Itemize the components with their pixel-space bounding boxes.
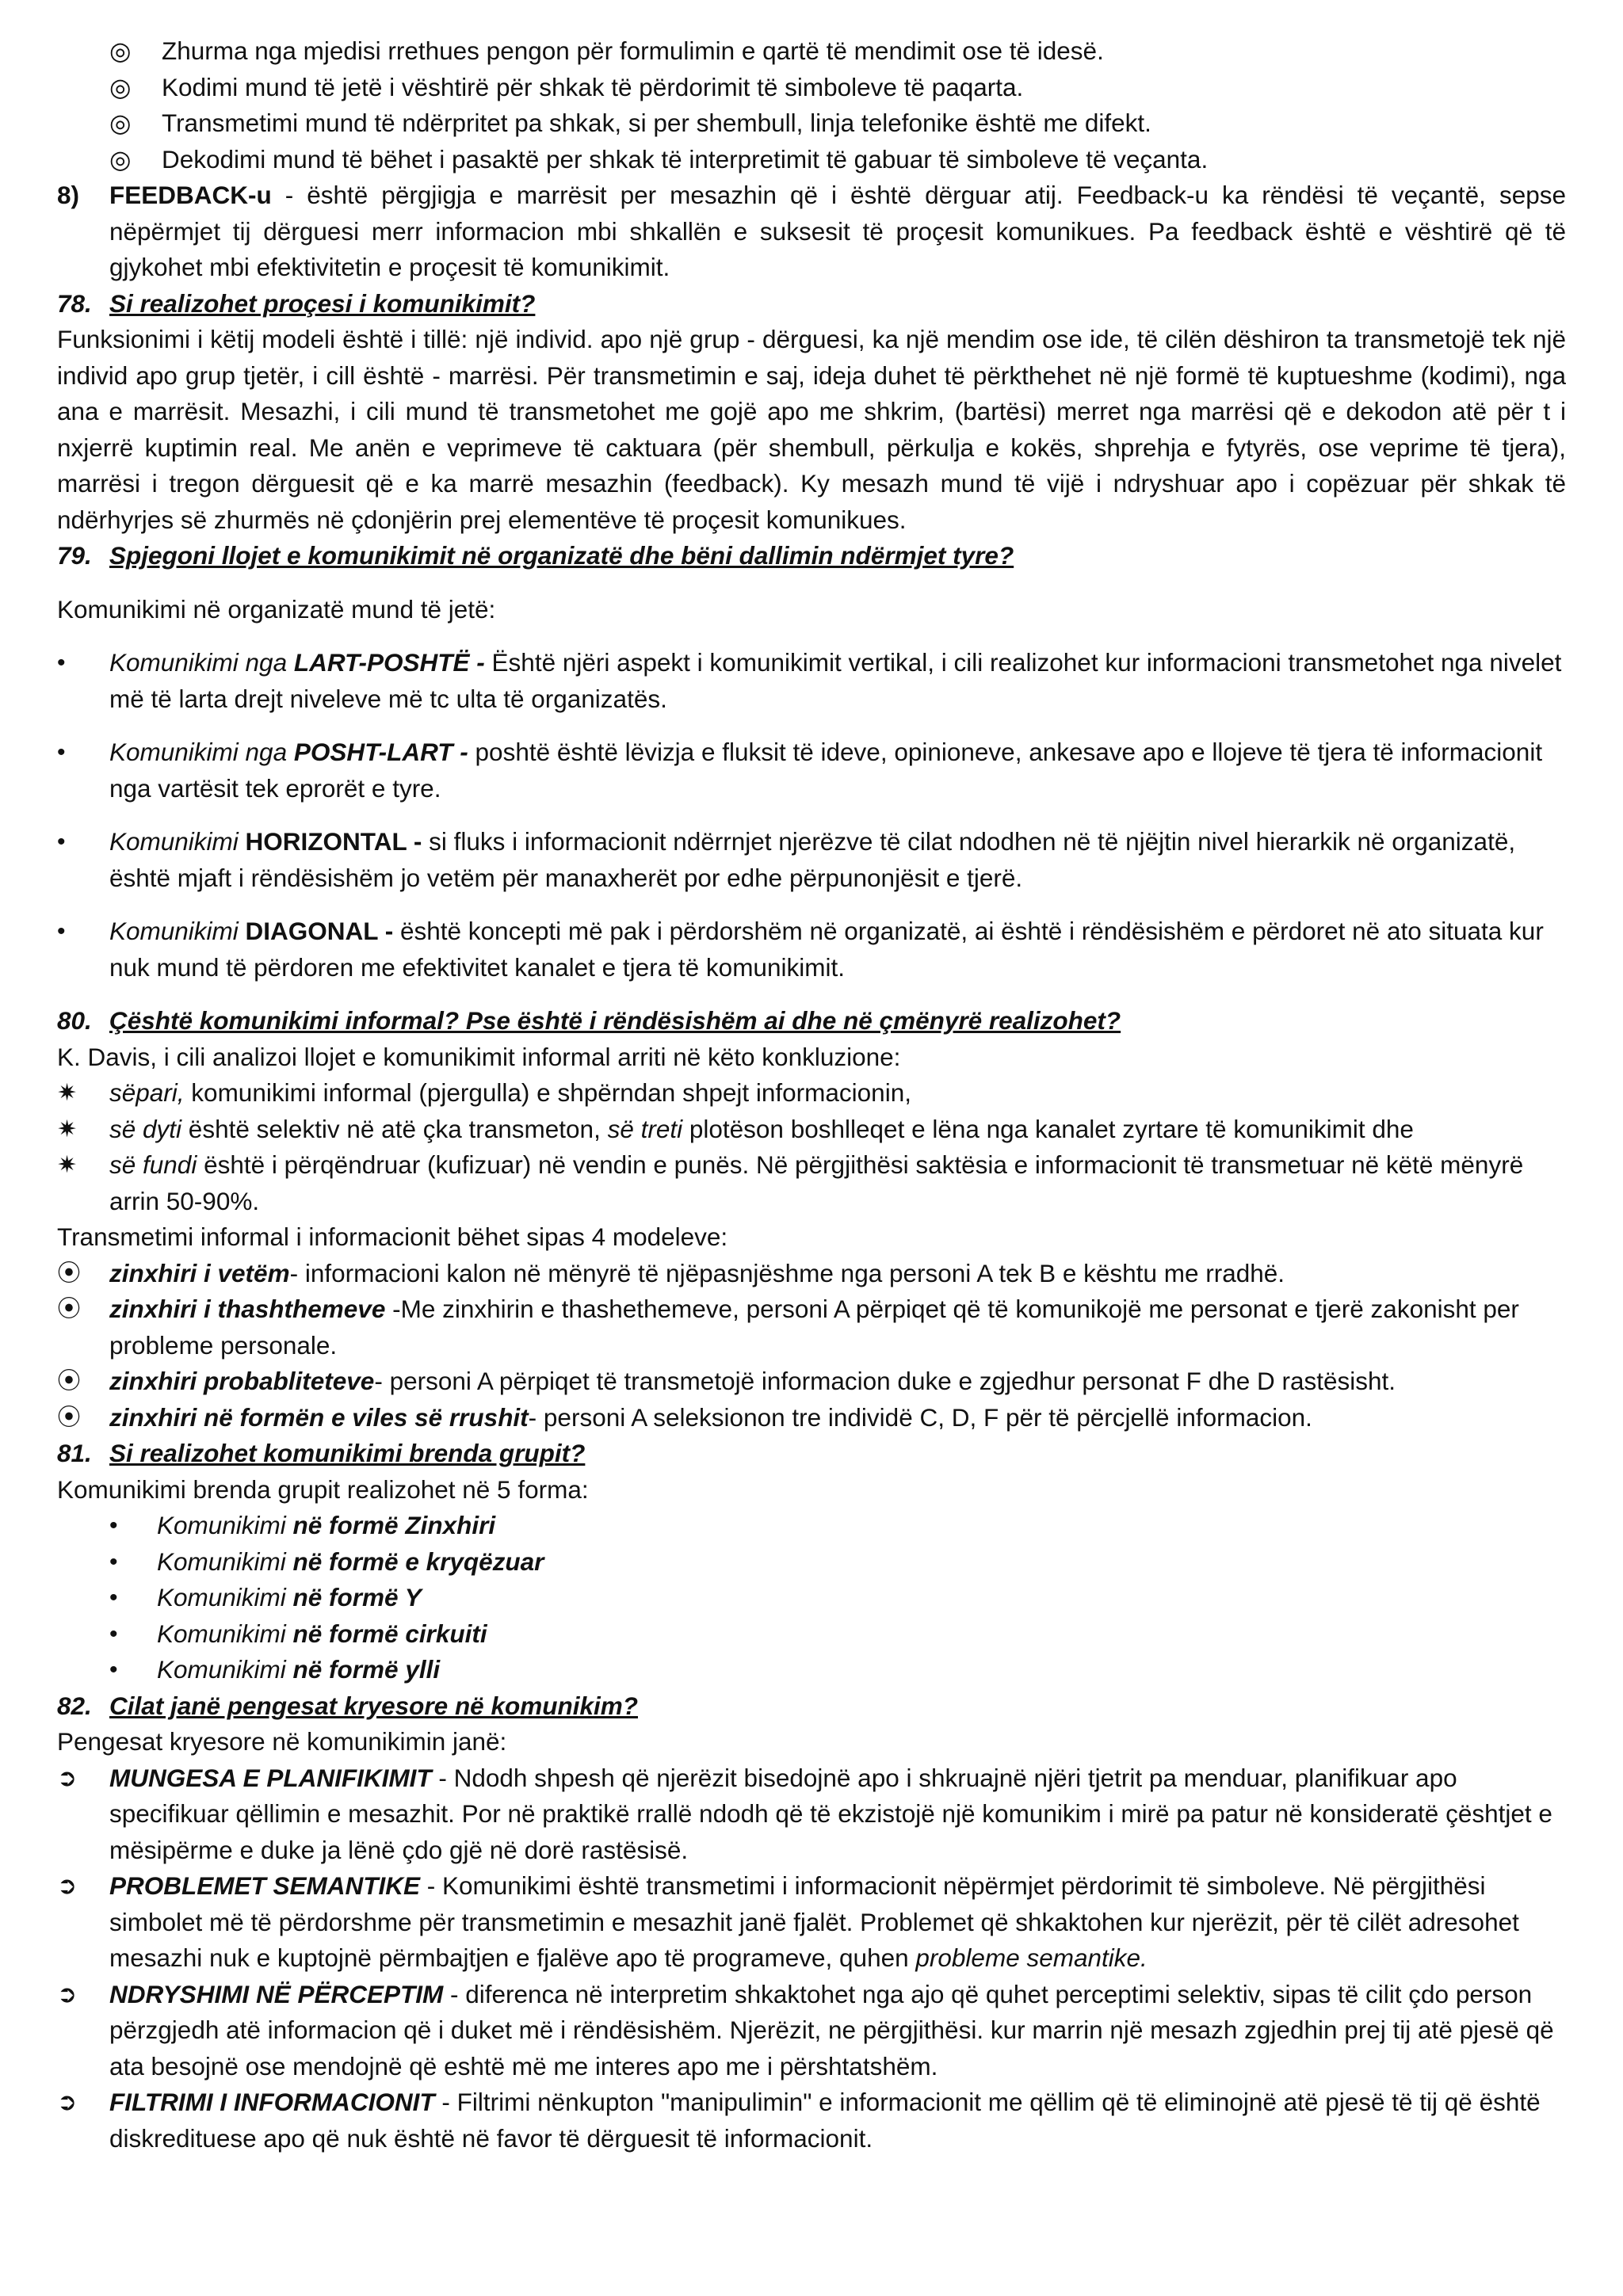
bullet-icon: • [109,1512,118,1539]
list-item: ✷ sëpari, komunikimi informal (pjergulla) e shpërndan shpejt informacionin, [57,1075,1566,1112]
list-item: • Komunikimi nga POSHT-LART - poshtë është lëvizja e fluksit të ideve, opinioneve, ankesave apo e llojeve të tjera të informacionit nga vartësit tek eprorët e tyre. [57,734,1566,807]
list-item: ◎ Kodimi mund të jetë i vështirë për shkak të përdorimit të simboleve të paqarta. [57,70,1566,106]
question-title: Çështë komunikimi informal? Pse është i rëndësishëm ai dhe në çmënyrë realizohet? [109,1006,1121,1035]
arrow-icon: ➲ [57,1873,78,1899]
list-item: ✷ së fundi është i përqëndruar (kufizuar) në vendin e punës. Në përgjithësi saktësia e informacionit të transmetuar në këtë mënyrë arrin 50-90%. [57,1147,1566,1219]
question-title: Cilat janë pengesat kryesore në komunikim? [109,1691,638,1720]
models-intro: Transmetimi informal i informacionit bëhet sipas 4 modeleve: [57,1222,728,1251]
bullet-icon: • [57,650,66,676]
bullet-icon: • [57,739,66,765]
list-item: ◎ Zhurma nga mjedisi rrethues pengon për formulimin e qartë të mendimit ose të idesë. [57,33,1566,70]
list-item: • Komunikimi DIAGONAL - është koncepti më pak i përdorshëm në organizatë, ai është i rëndësishëm e përdoret në ato situata kur nuk mund të përdoren me efektivitet kanalet e tjera të komunikimit. [57,913,1566,986]
target-icon: ◎ [109,36,132,65]
list-item: ⦿ zinxhiri probabliteteve- personi A përpiqet të transmetojë informacion duke e zgjedhur personat F dhe D rastësisht. [57,1363,1566,1400]
star-icon: ✷ [57,1080,78,1106]
bullet-icon: • [109,1585,118,1611]
question-heading: 79. Spjegoni llojet e komunikimit në organizatë dhe bëni dallimin ndërmjet tyre? [57,538,1566,574]
circle-dot-icon: ⦿ [57,1404,81,1431]
answer-intro: Pengesat kryesore në komunikimin janë: [57,1727,507,1756]
question-title: Spjegoni llojet e komunikimit në organizatë dhe bëni dallimin ndërmjet tyre? [109,541,1014,570]
circle-dot-icon: ⦿ [57,1260,81,1287]
feedback-paragraph: 8) FEEDBACK-u - është përgjigja e marrësit per mesazhin që i është dërguar atij. Feedback-u ka rëndësi të veçantë, sepse nëpërmjet tij dërguesi merr informacion mbi shkallën e suksesit të proçesit komunikues. Pa feedback është e vështirë që të gjykohet mbi efektivitetin e proçesit të komunikimit. [57,177,1566,286]
target-icon: ◎ [109,144,132,174]
arrow-icon: ➲ [57,2089,78,2115]
list-item: • Komunikimi HORIZONTAL - si fluks i informacionit ndërrnjet njerëzve të cilat ndodhen në të njëjtin nivel hierarkik në organizatë, është mjaft i rëndësishëm jo vetëm për manaxherët por edhe përpunonjësit e tjerë. [57,824,1566,896]
circle-dot-icon: ⦿ [57,1296,81,1322]
document-page [57,33,1566,2157]
question-heading: 78. Si realizohet proçesi i komunikimit? [57,286,1566,322]
item-number: 8) [57,181,80,209]
question-heading: 80. Çështë komunikimi informal? Pse është i rëndësishëm ai dhe në çmënyrë realizohet? [57,1003,1566,1039]
list-item: ➲ NDRYSHIMI NË PËRCEPTIM - diferenca në interpretim shkaktohet nga ajo që quhet perceptimi selektiv, sipas të cilit çdo person përzgjedh atë informacion që i duket më i rëndësishëm. Njerëzit, ne përgjithësi. kur marrin një mesazh zgjedhin prej tij atë pjesë që ata besojnë ose mendojnë që eshtë më me interes apo me i përshtatshëm. [57,1977,1566,2085]
list-item: ⦿ zinxhiri në formën e viles së rrushit- personi A seleksionon tre individë C, D, F për të përcjellë informacion. [57,1400,1566,1436]
target-icon: ◎ [109,72,132,101]
feedback-term: FEEDBACK-u [109,181,272,209]
answer-intro: Komunikimi në organizatë mund të jetë: [57,594,496,624]
list-item: ➲ PROBLEMET SEMANTIKE - Komunikimi është transmetimi i informacionit nëpërmjet përdorimit të simboleve. Në përgjithësi simbolet më të përdorshme për transmetimin e mesazhit janë fjalët. Problemet që shkaktohen kur njerëzit, për të cilët adresohet mesazhi nuk e kuptojnë përmbajtjen e fjalëve apo të programeve, quhen probleme semantike. [57,1868,1566,1977]
list-item: ✷ së dyti është selektiv në atë çka transmeton, së treti plotëson boshlleqet e lëna nga kanalet zyrtare të komunikimit dhe [57,1112,1566,1148]
list-item: • Komunikimi në formë ylli [57,1652,1566,1688]
circle-dot-icon: ⦿ [57,1368,81,1394]
list-item: ◎ Dekodimi mund të bëhet i pasaktë per shkak të interpretimit të gabuar të simboleve të veçanta. [57,142,1566,178]
list-item: • Komunikimi në formë Zinxhiri [57,1508,1566,1544]
list-item: ⦿ zinxhiri i vetëm- informacioni kalon në mënyrë të njëpasnjëshme nga personi A tek B e kështu me rradhë. [57,1256,1566,1292]
arrow-icon: ➲ [57,1981,78,2008]
target-icon: ◎ [109,109,132,137]
forms-list [57,1508,1566,1688]
bullet-icon: • [57,829,66,855]
bullet-icon: • [109,1548,118,1575]
bullet-icon: • [109,1657,118,1683]
top-list [57,33,1566,177]
list-item: ⦿ zinxhiri i thashthemeve -Me zinxhirin e thashethemeve, personi A përpiqet që të komunikojë me personat e tjerë zakonisht per probleme personale. [57,1291,1566,1363]
list-item: ➲ FILTRIMI I INFORMACIONIT - Filtrimi nënkupton "manipulimin" e informacionit me qëllim që të eliminojnë atë pjesë të tij që është diskredituese apo që nuk është në favor të dërguesit të informacionit. [57,2084,1566,2157]
answer-intro: Komunikimi brenda grupit realizohet në 5 forma: [57,1474,589,1504]
question-heading: 82. Cilat janë pengesat kryesore në komunikim? [57,1688,1566,1725]
list-item: • Komunikimi në formë Y [57,1580,1566,1616]
question-title: Si realizohet komunikimi brenda grupit? [109,1439,586,1467]
bullet-icon: • [57,918,66,944]
bullet-icon: • [109,1620,118,1647]
answer-intro: K. Davis, i cili analizoi llojet e komunikimit informal arriti në këto konkluzione: [57,1042,901,1071]
star-icon: ✷ [57,1152,78,1178]
list-item: • Komunikimi në formë cirkuiti [57,1616,1566,1653]
answer-paragraph: Funksionimi i këtij modeli është i tillë: një individ. apo një grup - dërguesi, ka një mendim ose ide, të cilën dëshiron ta transmetojë tek një individ apo grup tjetër, i cill është - marrësi. Për transmetimin e saj, ideja duhet të përkthehet në një formë të kuptueshme (kodimi), nga ana e marrësit. Mesazhi, i cili mund të transmetohet me gojë apo me shkrim, (bartësi) merret nga marrësi që e dekodon atë për t i nxjerrë kuptimin real. Me anën e veprimeve të caktuara (për shembull, përkulja e kokës, shprehja e fytyrës, ose veprime të tjera), marrësi i tregon dërguesit që e ka marrë mesazhin (feedback). Ky mesazh mund të vijë i ndryshuar apo i copëzuar për shkak të ndërhyrjes së zhurmës në çdonjërin prej elementëve të proçesit komunikues. [57,325,1566,534]
list-item: ◎ Transmetimi mund të ndërpritet pa shkak, si per shembull, linja telefonike është me difekt. [57,105,1566,142]
list-item: • Komunikimi në formë e kryqëzuar [57,1544,1566,1581]
star-icon: ✷ [57,1116,78,1142]
list-item: ➲ MUNGESA E PLANIFIKIMIT - Ndodh shpesh që njerëzit bisedojnë apo i shkruajnë njëri tjetrit pa menduar, planifikuar apo specifikuar qëllimin e mesazhit. Por në praktikë rrallë ndodh që të ekzistojë një komunikim i mirë pa patur në konsideratë çështjet e mësipërme e duke ja lënë çdo gjë në dorë rastësisë. [57,1760,1566,1869]
arrow-icon: ➲ [57,1764,78,1791]
list-item: • Komunikimi nga LART-POSHTË - Është njëri aspekt i komunikimit vertikal, i cili realizohet kur informacioni transmetohet nga nivelet më të larta drejt niveleve më tc ulta të organizatës. [57,645,1566,717]
question-heading: 81. Si realizohet komunikimi brenda grupit? [57,1436,1566,1472]
question-title: Si realizohet proçesi i komunikimit? [109,288,536,318]
